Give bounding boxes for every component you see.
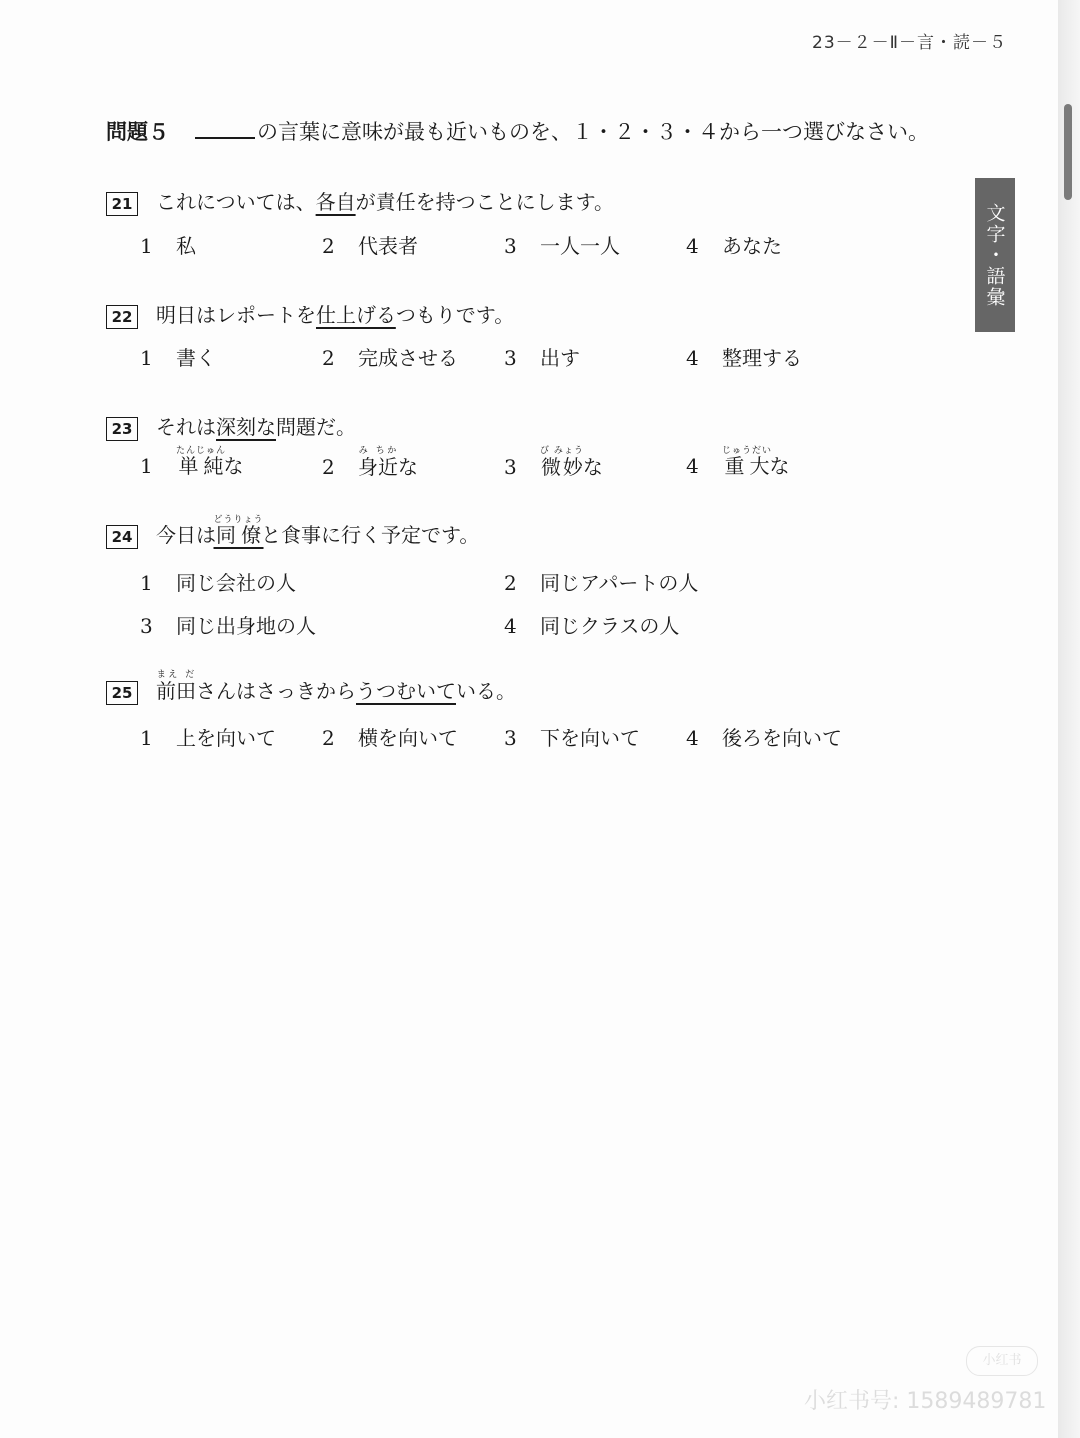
question-25 <box>106 670 516 705</box>
question-21 <box>106 186 614 216</box>
option-text: 整理する <box>722 346 802 370</box>
option-kanji <box>176 446 227 478</box>
option-kanji <box>358 446 398 479</box>
option-text: 後ろを向いて <box>722 726 842 750</box>
question-text-before: それは <box>156 415 216 439</box>
furigana: どうりょう <box>213 515 264 525</box>
question-text-after: 問題だ。 <box>276 415 356 439</box>
furigana: たんじゅん <box>176 446 227 456</box>
option-number: 4 <box>686 346 699 370</box>
option-tail: な <box>769 454 790 478</box>
option-text: 書く <box>176 346 216 370</box>
option-text: 下を向いて <box>540 726 640 750</box>
option-23-3[interactable] <box>504 446 603 480</box>
question-underlined: うつむいて <box>356 679 456 703</box>
option-21-3[interactable] <box>504 230 620 259</box>
option-number: 4 <box>504 614 517 638</box>
furigana: び みょう <box>540 446 584 456</box>
question-underlined <box>213 515 264 547</box>
question-number: 24 <box>106 525 138 549</box>
option-tail: な <box>582 455 603 479</box>
option-21-1[interactable] <box>140 230 196 259</box>
scrollbar-thumb[interactable] <box>1064 104 1072 200</box>
option-number: 1 <box>140 346 153 370</box>
kanji: 前田 <box>156 679 196 703</box>
question-23 <box>106 411 356 441</box>
option-text: 出す <box>540 346 580 370</box>
question-text-after: いる。 <box>456 679 516 703</box>
option-text: 代表者 <box>358 234 418 258</box>
option-number: 2 <box>322 726 335 750</box>
option-tail: な <box>223 454 244 478</box>
question-number: 22 <box>106 305 138 329</box>
option-22-3[interactable] <box>504 342 580 371</box>
option-25-2[interactable] <box>322 722 458 751</box>
question-text-before: 今日は <box>156 523 216 547</box>
option-text: 同じ会社の人 <box>176 571 296 595</box>
option-number: 1 <box>140 454 153 478</box>
section-tab: 文字・語彙 <box>975 178 1015 332</box>
option-25-1[interactable] <box>140 722 276 751</box>
option-text: 同じアパートの人 <box>540 571 699 595</box>
furigana: まえ だ <box>156 670 196 680</box>
option-text: 一人一人 <box>540 234 620 258</box>
option-text: 同じクラスの人 <box>540 614 680 638</box>
option-number: 1 <box>140 571 153 595</box>
option-text: 完成させる <box>358 346 458 370</box>
option-number: 2 <box>504 571 517 595</box>
option-21-4[interactable] <box>686 230 782 259</box>
question-name <box>156 670 196 703</box>
option-23-2[interactable] <box>322 446 418 480</box>
option-number: 4 <box>686 726 699 750</box>
watermark-id: 小红书号: 1589489781 <box>804 1389 1047 1414</box>
question-number: 25 <box>106 681 138 705</box>
option-22-2[interactable] <box>322 342 458 371</box>
option-23-4[interactable] <box>686 446 790 479</box>
option-number: 1 <box>140 234 153 258</box>
option-number: 4 <box>686 234 699 258</box>
option-25-4[interactable] <box>686 722 842 751</box>
option-number: 3 <box>140 614 153 638</box>
kanji: 身近 <box>358 455 398 479</box>
underline-blank <box>195 123 255 139</box>
option-number: 3 <box>504 455 517 479</box>
question-text-after: つもりです。 <box>395 303 515 327</box>
kanji: 同僚 <box>213 523 264 547</box>
question-text-before: これについては、 <box>156 190 316 214</box>
problem-label: 問題５ <box>106 120 169 144</box>
question-text-after: と食事に行く予定です。 <box>261 523 480 547</box>
option-tail: な <box>398 455 418 479</box>
option-22-4[interactable] <box>686 342 802 371</box>
kanji: 重大 <box>722 454 773 478</box>
question-24 <box>106 515 479 549</box>
question-underlined: 深刻な <box>216 415 276 439</box>
furigana: じゅうだい <box>722 446 773 456</box>
question-number: 23 <box>106 417 138 441</box>
question-text-before: さんはさっきから <box>196 679 356 703</box>
option-kanji <box>722 446 773 478</box>
option-25-3[interactable] <box>504 722 640 751</box>
option-21-2[interactable] <box>322 230 418 259</box>
option-number: 3 <box>504 346 517 370</box>
option-24-1[interactable] <box>140 567 296 596</box>
option-text: 同じ出身地の人 <box>176 614 316 638</box>
option-24-4[interactable] <box>504 610 679 639</box>
scrollbar-track[interactable] <box>1058 0 1080 1438</box>
option-number: 4 <box>686 454 699 478</box>
page-code: 23－２－Ⅱ－言・読－５ <box>812 33 1007 53</box>
question-instruction <box>106 116 929 146</box>
option-number: 3 <box>504 234 517 258</box>
question-underlined: 仕上げる <box>316 303 396 327</box>
option-number: 2 <box>322 346 335 370</box>
question-text-before: 明日はレポートを <box>156 303 316 327</box>
option-number: 1 <box>140 726 153 750</box>
question-22 <box>106 299 514 329</box>
option-text: 横を向いて <box>358 726 458 750</box>
option-24-3[interactable] <box>140 610 316 639</box>
option-text: 上を向いて <box>176 726 276 750</box>
kanji: 微妙 <box>540 455 584 479</box>
question-text-after: が責任を持つことにします。 <box>355 190 615 214</box>
option-22-1[interactable] <box>140 342 216 371</box>
option-number: 2 <box>322 234 335 258</box>
option-text: 私 <box>176 234 196 258</box>
question-number: 21 <box>106 192 138 216</box>
option-23-1[interactable] <box>140 446 244 479</box>
option-kanji <box>540 446 584 479</box>
option-24-2[interactable] <box>504 567 698 596</box>
watermark-logo: 小红书 <box>966 1346 1038 1376</box>
instruction-text: の言葉に意味が最も近いものを、１・２・３・４から一つ選びなさい。 <box>257 120 929 144</box>
kanji: 単純 <box>176 454 227 478</box>
option-number: 3 <box>504 726 517 750</box>
option-number: 2 <box>322 455 335 479</box>
question-underlined: 各自 <box>315 190 356 214</box>
furigana: み ちか <box>358 446 398 456</box>
option-text: あなた <box>722 234 782 258</box>
